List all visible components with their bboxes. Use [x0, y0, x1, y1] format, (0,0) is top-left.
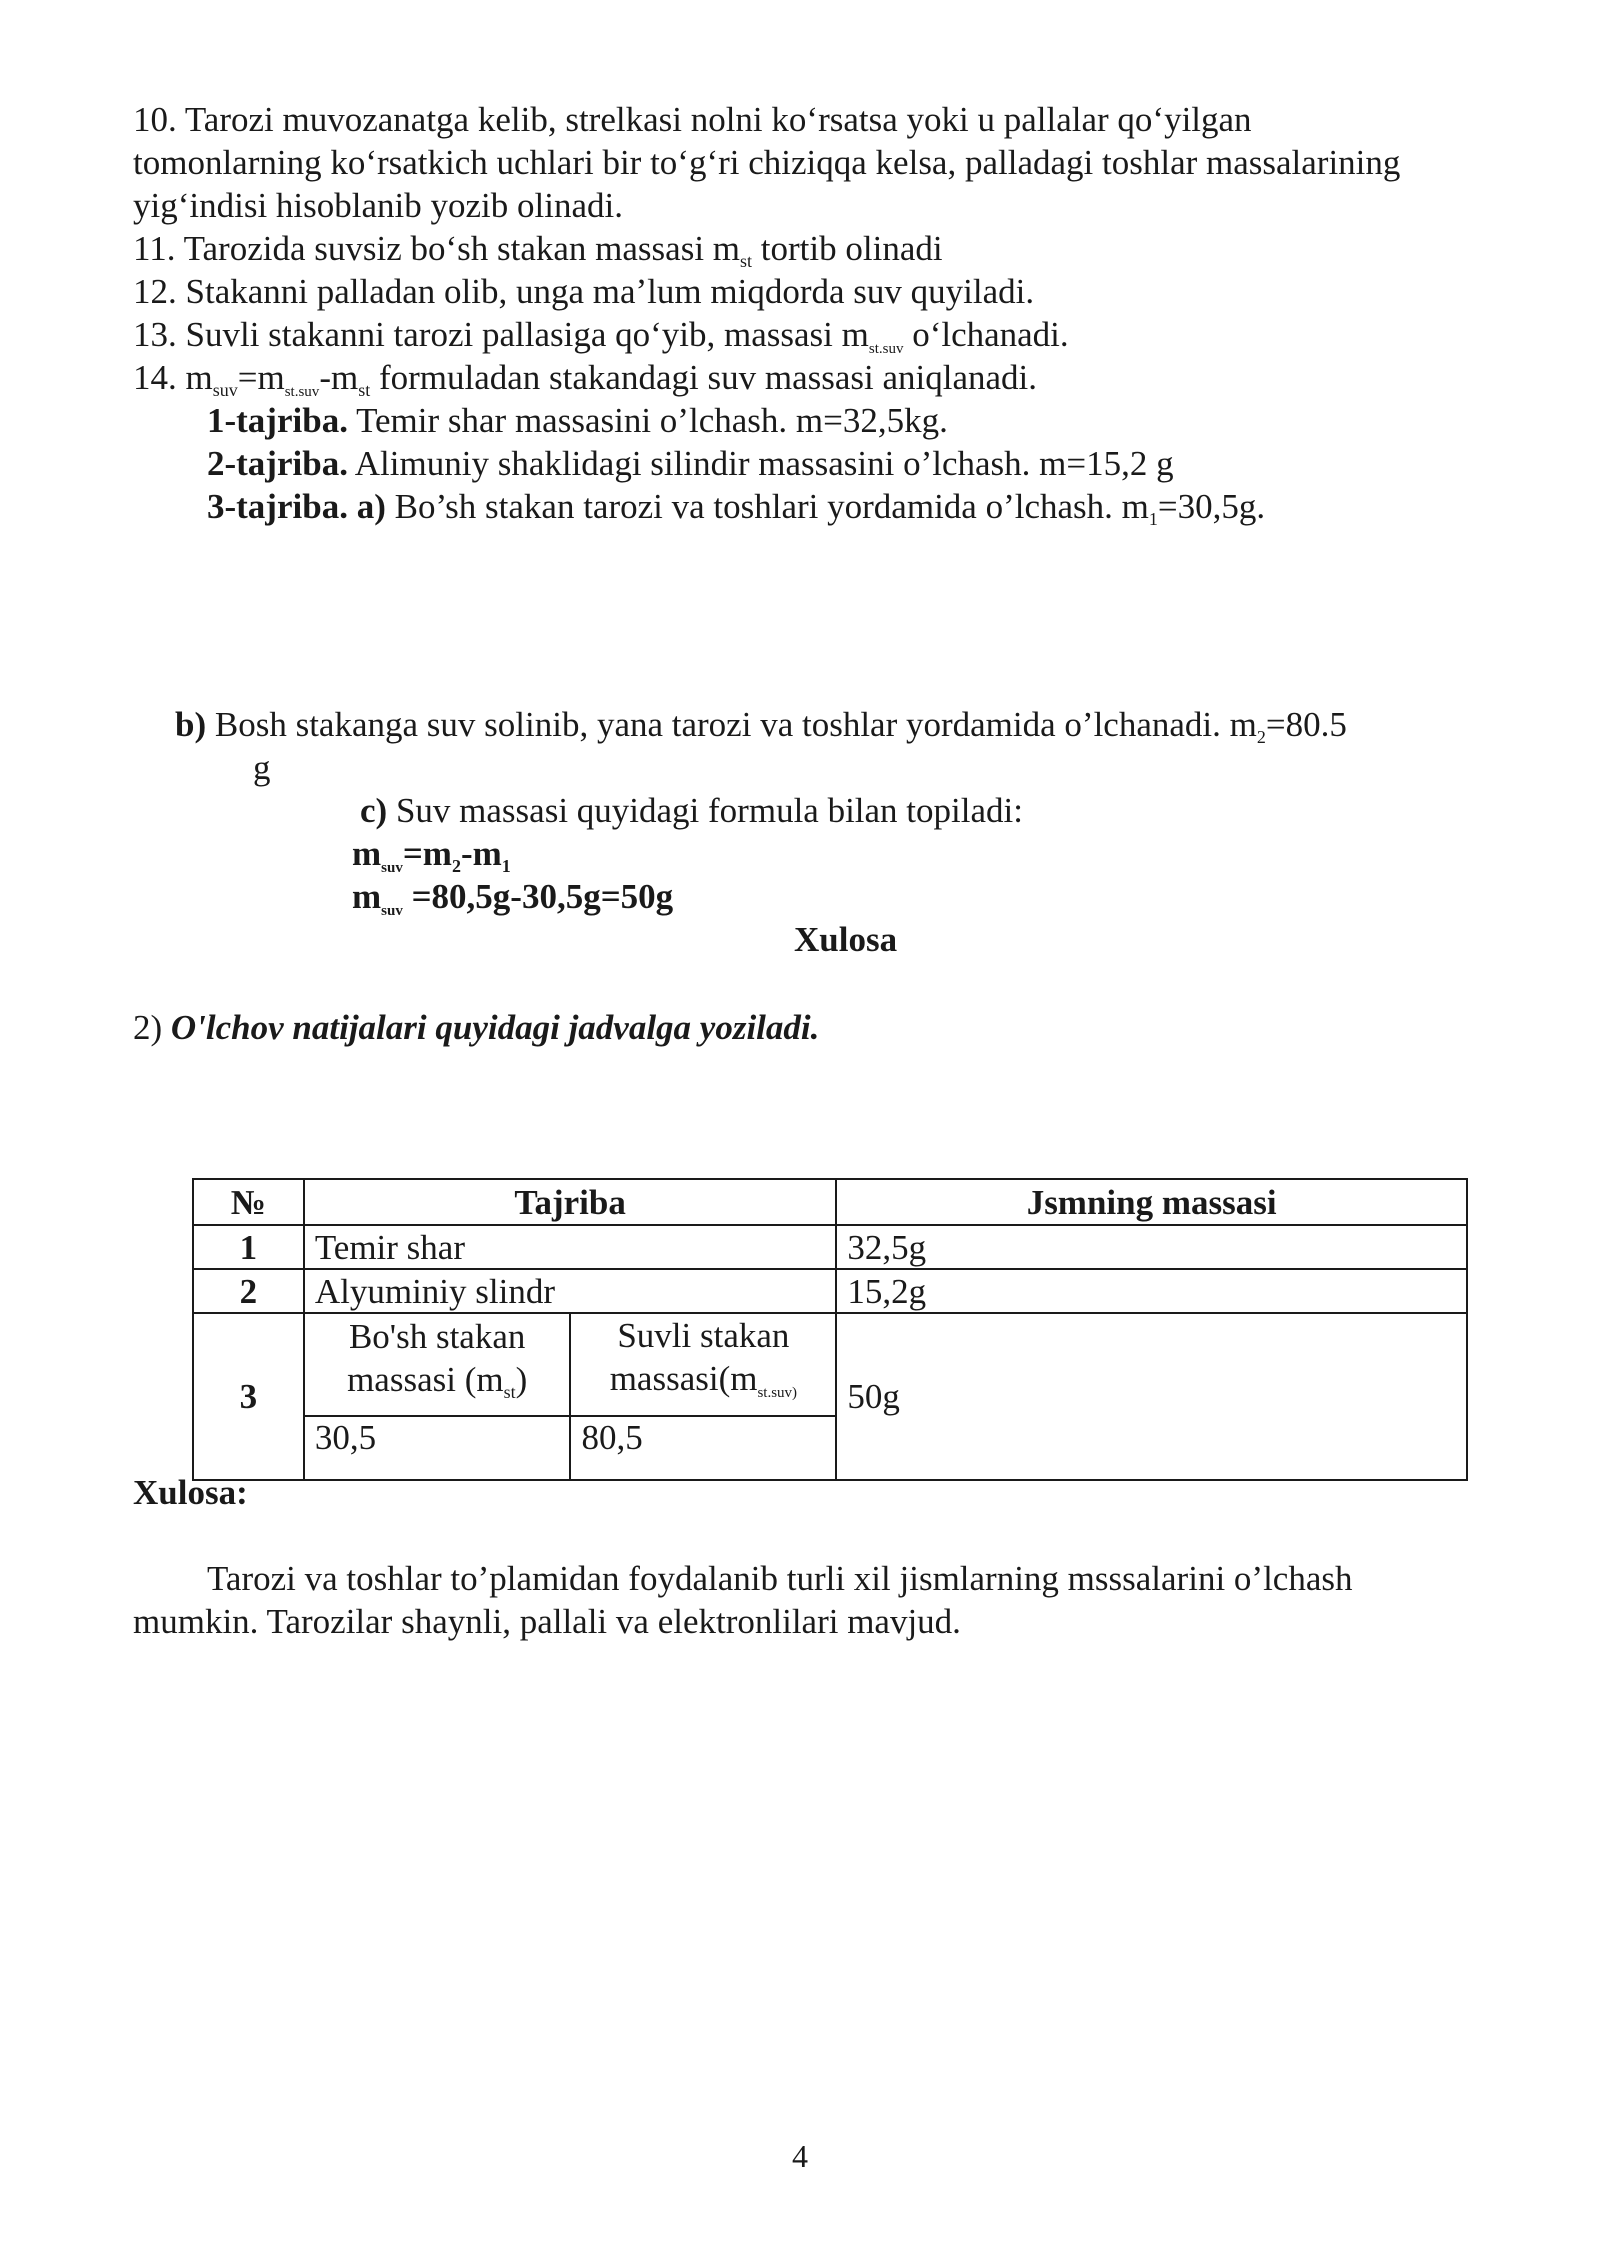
experiment-2 [207, 442, 1174, 485]
row-3-water-stakan-header [570, 1313, 836, 1416]
row-3-mass: 50g [836, 1313, 1467, 1480]
empty-stakan-label-1: Bo'sh stakan [348, 1317, 526, 1356]
step-14-text: 14. m [133, 358, 213, 397]
empty-stakan-subscript: st [503, 1382, 516, 1402]
experiment-2-label: 2-tajriba. [207, 444, 348, 483]
header-experiment: Tajriba [304, 1179, 836, 1225]
step-14-text-2: =m [237, 358, 285, 397]
water-stakan-text: massasi(m [609, 1359, 758, 1398]
step-10-line-2: tomonlarning koʻrsatkich uchlari bir toʻgʻri chiziqqa kelsa, palladagi toshlar massalarining [133, 143, 1401, 182]
experiment-2-text: Alimuniy shaklidagi silindir massasini o’lchash. m=15,2 g [347, 444, 1174, 483]
part-b-subscript: 2 [1256, 727, 1266, 747]
row-1-number: 1 [193, 1225, 304, 1269]
step-14-subscript-3: st [358, 380, 371, 400]
row-3-empty-stakan-header [304, 1313, 571, 1416]
formula-2 [352, 875, 673, 933]
experiment-3-part-c [360, 789, 1023, 832]
water-stakan-label-1: Suvli stakan [617, 1316, 790, 1355]
step-11-subscript: st [740, 251, 753, 271]
empty-stakan-close: ) [515, 1360, 528, 1399]
header-number: № [193, 1179, 304, 1225]
part-b-text: Bosh stakanga suv solinib, yana tarozi va toshlar yordamida o’lchanadi. m [206, 705, 1257, 744]
part-b-text-end: =80.5 [1265, 705, 1347, 744]
experiment-3-part-a: a) [347, 487, 386, 526]
empty-stakan-label-2 [315, 1358, 560, 1414]
row-1-mass: 32,5g [836, 1225, 1467, 1269]
section-2-title: O'lchov natijalari quyidagi jadvalga yoziladi. [170, 1008, 820, 1047]
step-10-line-1: 10. Tarozi muvozanatga kelib, strelkasi nolni koʻrsatsa yoki u pallalar qoʻyilgan [133, 100, 1252, 139]
water-stakan-label-2 [581, 1357, 825, 1415]
row-2-name: Alyuminiy slindr [304, 1269, 836, 1313]
experiment-3-subscript: 1 [1148, 509, 1158, 529]
step-12: 12. Stakanni palladan olib, unga maʼlum miqdorda suv quyiladi. [133, 272, 1035, 311]
table-row [193, 1313, 1467, 1416]
step-11-text-end: tortib olinadi [752, 229, 943, 268]
experiment-1 [207, 399, 948, 442]
table-row [193, 1225, 1467, 1269]
formula-1-subscript-3: 1 [501, 856, 511, 876]
conclusion-heading-centered: Xulosa [794, 920, 898, 959]
step-14-subscript-2: st.suv [284, 384, 320, 400]
step-11-text: 11. Tarozida suvsiz boʻsh stakan massasi m [133, 229, 741, 268]
step-14-text-4: formuladan stakandagi suv massasi aniqlanadi. [370, 358, 1037, 397]
conclusion-heading: Xulosa: [133, 1473, 248, 1512]
formula-2-subscript: suv [381, 903, 403, 919]
step-13-text: 13. Suvli stakanni tarozi pallasiga qoʻyib, massasi m [133, 315, 869, 354]
step-14-subscript-1: suv [212, 380, 238, 400]
experiment-3-label: 3-tajriba. [207, 487, 348, 526]
formula-1-subscript-2: 2 [451, 856, 461, 876]
water-stakan-subscript: st.suv) [757, 1385, 798, 1401]
part-c-text: Suv massasi quyidagi formula bilan topiladi: [387, 791, 1023, 830]
experiment-3-part-b [175, 703, 1347, 759]
formula-2-m: m [352, 877, 382, 916]
conclusion-line-1: Tarozi va toshlar to’plamidan foydalanib turli xil jismlarning msssalarini o’lchash [207, 1559, 1353, 1598]
table-header-row [193, 1179, 1467, 1225]
formula-1-subscript: suv [381, 860, 403, 876]
experiment-1-text: Temir shar massasini o’lchash. m=32,5kg. [347, 401, 948, 440]
experiment-1-label: 1-tajriba. [207, 401, 348, 440]
part-b-unit: g [253, 748, 271, 787]
formula-1-m: m [352, 834, 382, 873]
experiment-3 [207, 485, 1265, 541]
experiment-3-text: Bo’sh stakan tarozi va toshlari yordamida o’lchash. m [385, 487, 1149, 526]
row-3-number: 3 [193, 1313, 304, 1480]
section-2-prefix: 2) [133, 1008, 171, 1047]
formula-2-result: =80,5g-30,5g=50g [402, 877, 674, 916]
experiment-3-text-end: =30,5g. [1157, 487, 1266, 526]
part-c-label: c) [360, 791, 388, 830]
row-2-mass: 15,2g [836, 1269, 1467, 1313]
row-1-name: Temir shar [304, 1225, 836, 1269]
step-13-text-end: oʻlchanadi. [903, 315, 1069, 354]
header-mass: Jsmning massasi [836, 1179, 1467, 1225]
table-row [193, 1269, 1467, 1313]
step-14-text-3: -m [319, 358, 359, 397]
step-13-subscript: st.suv [868, 341, 904, 357]
section-2-heading [133, 1006, 819, 1049]
row-3-water-stakan-value: 80,5 [570, 1416, 836, 1480]
empty-stakan-text: massasi (m [347, 1360, 504, 1399]
page-number: 4 [792, 2138, 808, 2174]
step-10-line-3: yigʻindisi hisoblanib yozib olinadi. [133, 186, 623, 225]
formula-1-minus: -m [460, 834, 502, 873]
conclusion-line-2: mumkin. Tarozilar shaynli, pallali va elektronlilari mavjud. [133, 1602, 961, 1641]
row-3-empty-stakan-value: 30,5 [304, 1416, 571, 1480]
row-2-number: 2 [193, 1269, 304, 1313]
results-table [192, 1178, 1468, 1481]
part-b-label: b) [175, 705, 207, 744]
formula-1-eq: =m [402, 834, 452, 873]
